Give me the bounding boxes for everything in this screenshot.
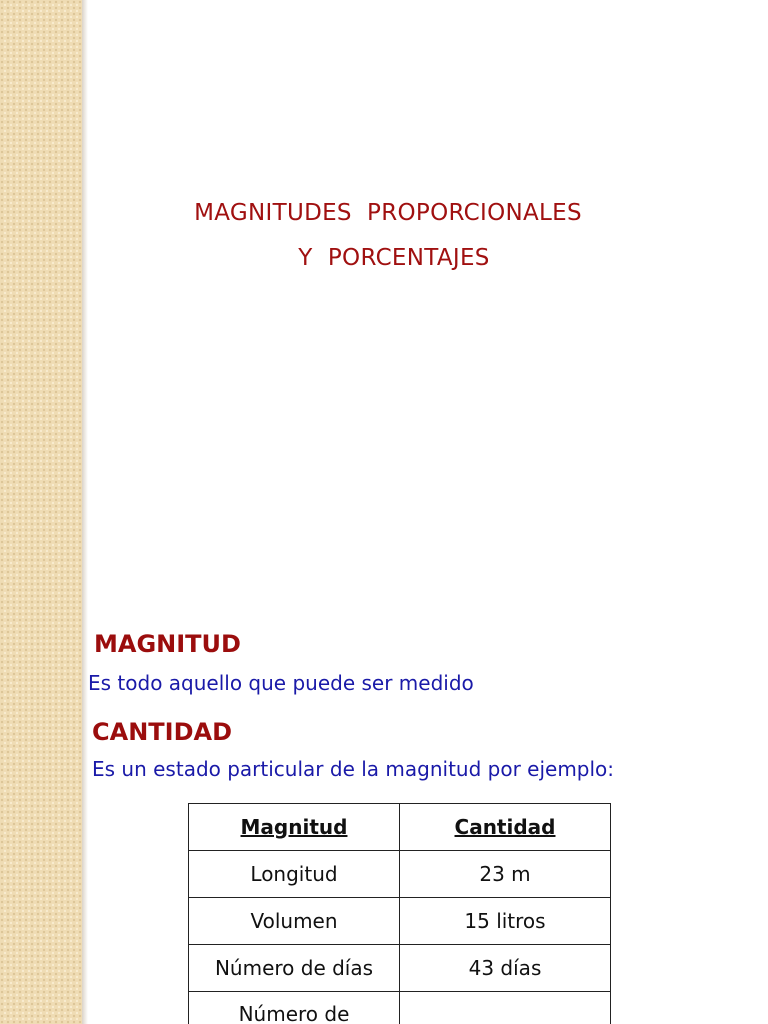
- title-line-2: Y PORCENTAJES: [298, 245, 490, 271]
- side-shadow: [82, 0, 88, 1024]
- column-header-cantidad: Cantidad: [400, 804, 611, 851]
- table-cell: 15 litros: [400, 898, 611, 945]
- cantidad-definition: Es un estado particular de la magnitud por ejemplo:: [92, 757, 615, 781]
- decorative-side-texture: [0, 0, 82, 1024]
- column-header-magnitud: Magnitud: [189, 804, 400, 851]
- title-line-1: MAGNITUDES PROPORCIONALES: [194, 200, 582, 226]
- table-row: [189, 992, 611, 1024]
- table-cell: Volumen: [189, 898, 400, 945]
- magnitud-definition: Es todo aquello que puede ser medido: [88, 671, 474, 695]
- table-row: [189, 851, 611, 898]
- table-cell: [400, 992, 611, 1024]
- magnitud-heading: MAGNITUD: [94, 630, 241, 658]
- table-cell: 43 días: [400, 945, 611, 992]
- table-row: [189, 898, 611, 945]
- examples-table: [188, 803, 611, 1024]
- table-cell: Longitud: [189, 851, 400, 898]
- table-cell: Número de días: [189, 945, 400, 992]
- table-row: [189, 945, 611, 992]
- cantidad-heading: CANTIDAD: [92, 718, 232, 746]
- table-cell: Número de: [189, 992, 400, 1024]
- table-cell: 23 m: [400, 851, 611, 898]
- table-header-row: [189, 804, 611, 851]
